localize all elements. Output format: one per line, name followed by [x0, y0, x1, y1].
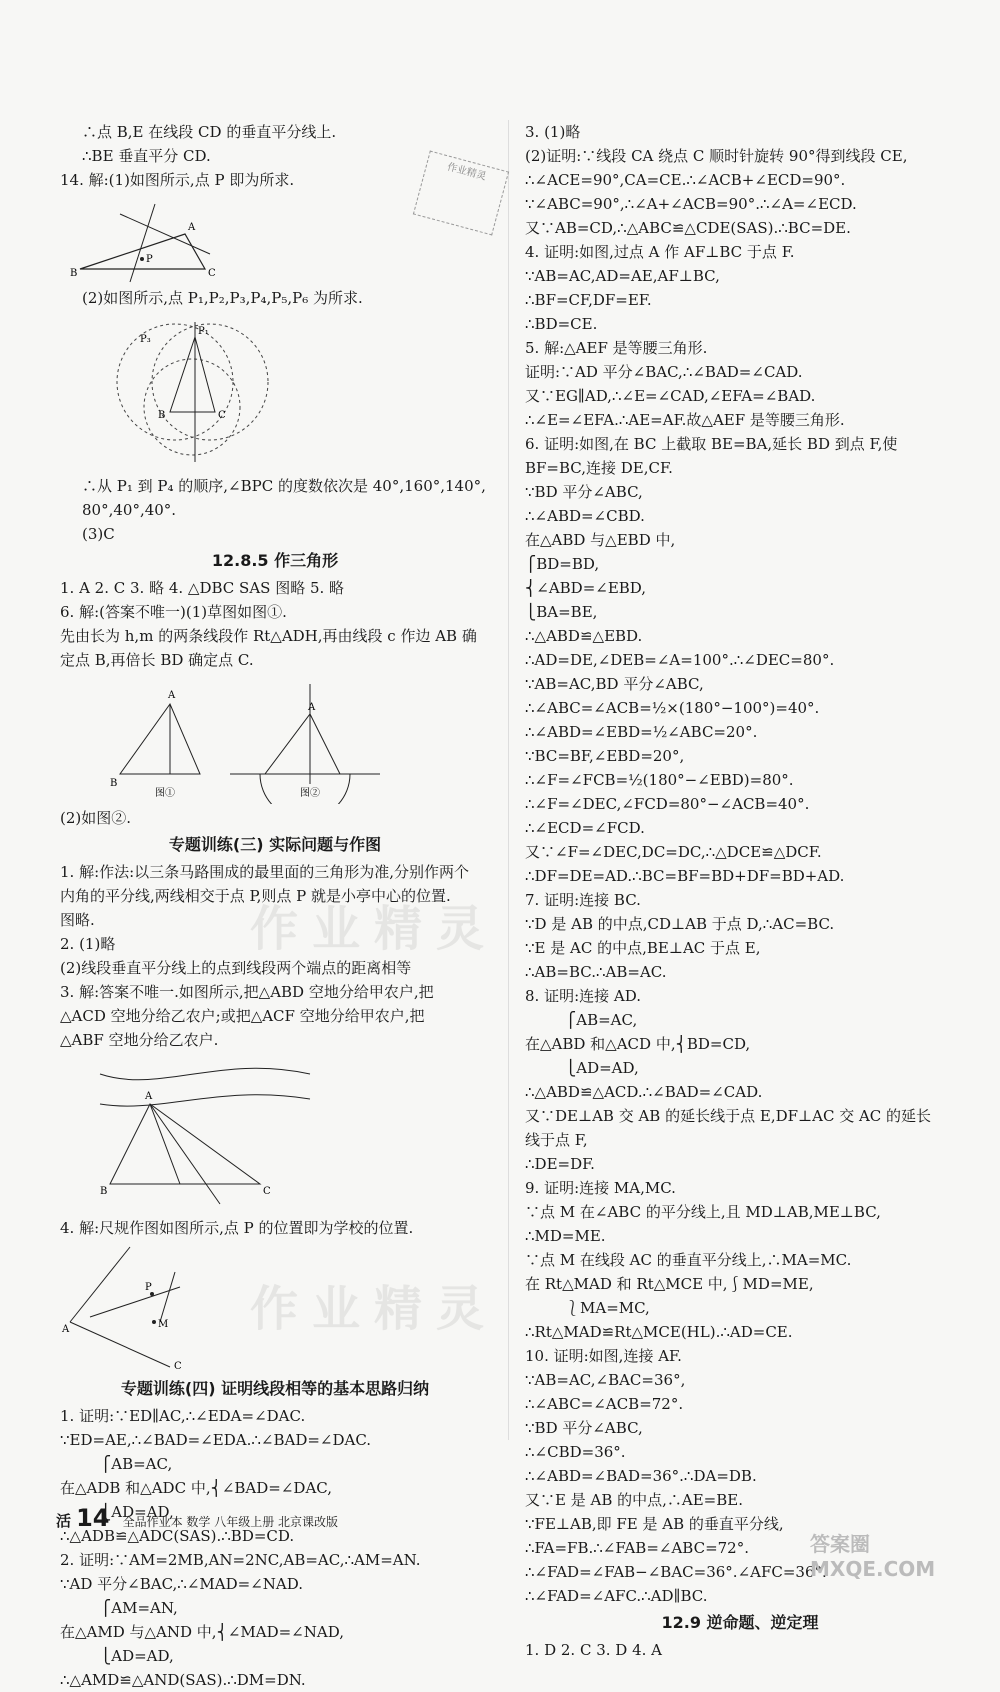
text-line: ∴∠F=∠FCB=½(180°−∠EBD)=80°.	[525, 771, 794, 789]
text-line: 3. 解:答案不唯一.如图所示,把△ABD 空地分给甲农户,把	[60, 983, 434, 1001]
text-line: ∵E 是 AC 的中点,BE⊥AC 于点 E,	[525, 939, 761, 957]
text-line: ⎧AM=AN,	[100, 1599, 178, 1617]
text-line: (3)C	[82, 525, 115, 543]
text-line: 在 Rt△MAD 和 Rt△MCE 中,⎰MD=ME,	[525, 1275, 814, 1293]
svg-text:P: P	[145, 1282, 152, 1293]
text-line: ∴AD=DE,∠DEB=∠A=100°.∴∠DEC=80°.	[525, 651, 835, 669]
section-heading: 12.9 逆命题、逆定理	[661, 1613, 819, 1632]
svg-text:A: A	[145, 1091, 153, 1102]
svg-text:B: B	[100, 1186, 108, 1197]
text-line: 又∵E 是 AB 的中点,∴AE=BE.	[525, 1491, 743, 1509]
page-footer	[56, 1504, 338, 1532]
text-line: ∴∠ACE=90°,CA=CE.∴∠ACB+∠ECD=90°.	[525, 171, 846, 189]
section-heading: 12.8.5 作三角形	[211, 551, 339, 570]
text-line: ∴△AMD≌△AND(SAS).∴DM=DN.	[60, 1671, 306, 1689]
text-line: ∴∠FAD=∠AFC.∴AD∥BC.	[525, 1587, 708, 1605]
text-line: 80°,40°,40°.	[82, 501, 177, 519]
text-line: ∴△ABD≌△EBD.	[525, 627, 643, 645]
svg-text:B: B	[110, 778, 118, 789]
text-line: (2)证明:∵线段 CA 绕点 C 顺时针旋转 90°得到线段 CE,	[525, 147, 908, 165]
svg-text:C: C	[208, 268, 216, 279]
text-line: ∵AD 平分∠BAC,∴∠MAD=∠NAD.	[60, 1575, 303, 1593]
text-line: ∴∠CBD=36°.	[525, 1443, 626, 1461]
text-line: 1. 解:作法:以三条马路围成的最里面的三角形为准,分别作两个	[60, 863, 469, 881]
text-line: 又∵∠F=∠DEC,DC=DC,∴△DCE≌△DCF.	[525, 843, 822, 861]
text-line: ∴∠ABC=∠ACB=½×(180°−100°)=40°.	[525, 699, 820, 717]
page-number: 14	[76, 1504, 110, 1532]
text-line: ⎧AB=AC,	[565, 1011, 638, 1029]
text-line: 又∵EG∥AD,∴∠E=∠CAD,∠EFA=∠BAD.	[525, 387, 816, 405]
svg-text:P₃: P₃	[140, 334, 151, 345]
construction-figure	[60, 312, 320, 472]
text-line: 在△ADB 和△ADC 中,⎨∠BAD=∠DAC,	[60, 1479, 332, 1497]
text-line: ∵BD 平分∠ABC,	[525, 483, 643, 501]
text-line: 8. 证明:连接 AD.	[525, 987, 641, 1005]
construction-figure	[60, 194, 240, 284]
svg-text:A: A	[188, 222, 196, 233]
text-line: ∴∠ECD=∠FCD.	[525, 819, 645, 837]
text-line: ∵BC=BF,∠EBD=20°,	[525, 747, 685, 765]
text-line: 4. 解:尺规作图如图所示,点 P 的位置即为学校的位置.	[60, 1219, 414, 1237]
svg-text:P₁: P₁	[198, 326, 209, 337]
text-line: ∴△ABD≌△ACD.∴∠BAD=∠CAD.	[525, 1083, 763, 1101]
text-line: (2)如图所示,点 P₁,P₂,P₃,P₄,P₅,P₆ 为所求.	[82, 289, 363, 307]
text-line: △ABF 空地分给乙农户.	[60, 1031, 219, 1049]
text-line: ∴从 P₁ 到 P₄ 的顺序,∠BPC 的度数依次是 40°,160°,140°,	[82, 477, 486, 495]
text-line: ⎱MA=MC,	[565, 1299, 650, 1317]
svg-text:图①: 图①	[155, 788, 175, 799]
text-line: 在△ABD 和△ACD 中,⎨BD=CD,	[525, 1035, 751, 1053]
construction-figure	[60, 1054, 320, 1214]
text-line: ∴FA=FB.∴∠FAB=∠ABC=72°.	[525, 1539, 749, 1557]
text-line: 7. 证明:连接 BC.	[525, 891, 641, 909]
text-line: ∴BE 垂直平分 CD.	[82, 147, 211, 165]
text-line: ∵AB=AC,AD=AE,AF⊥BC,	[525, 267, 720, 285]
text-line: ∵∠ABC=90°,∴∠A+∠ACB=90°.∴∠A=∠ECD.	[525, 195, 857, 213]
text-line: ⎧AB=AC,	[100, 1455, 173, 1473]
text-line: ∴∠E=∠EFA.∴AE=AF.故△AEF 是等腰三角形.	[525, 411, 845, 429]
text-line: ⎩BA=BE,	[525, 603, 598, 621]
text-line: 在△AMD 与△AND 中,⎨∠MAD=∠NAD,	[60, 1623, 344, 1641]
svg-text:P: P	[146, 254, 153, 265]
watermark-text: 作业精灵	[250, 901, 499, 957]
column-separator	[508, 120, 509, 1440]
text-line: △ACD 空地分给乙农户;或把△ACF 空地分给甲农户,把	[60, 1007, 425, 1025]
text-line: ∵点 M 在线段 AC 的垂直平分线上,∴MA=MC.	[525, 1251, 852, 1269]
text-line: ∵ED=AE,∴∠BAD=∠EDA.∴∠BAD=∠DAC.	[60, 1431, 372, 1449]
watermark-text: 作业精灵	[250, 1281, 499, 1337]
text-line: 又∵AB=CD,∴△ABC≌△CDE(SAS).∴BC=DE.	[525, 219, 851, 237]
site-logo: 答案圈 MXQE.COM	[810, 1532, 936, 1581]
text-line: 5. 解:△AEF 是等腰三角形.	[525, 339, 708, 357]
text-line: 2. (1)略	[60, 935, 116, 953]
text-line: (2)如图②.	[60, 809, 132, 827]
text-line: 在△ABD 与△EBD 中,	[525, 531, 676, 549]
text-line: ∵BD 平分∠ABC,	[525, 1419, 643, 1437]
text-line: ∴DF=DE=AD.∴BC=BF=BD+DF=BD+AD.	[525, 867, 845, 885]
section-heading: 专题训练(四) 证明线段相等的基本思路归纳	[120, 1379, 430, 1398]
text-line: 1. 证明:∵ED∥AC,∴∠EDA=∠DAC.	[60, 1407, 306, 1425]
text-line: 定点 B,再倍长 BD 确定点 C.	[60, 651, 254, 669]
text-line: ∴Rt△MAD≌Rt△MCE(HL).∴AD=CE.	[525, 1323, 793, 1341]
left-column	[60, 120, 490, 1692]
construction-figure	[60, 674, 440, 804]
text-line: ∴AB=BC.∴AB=AC.	[525, 963, 667, 981]
text-line: ∵D 是 AB 的中点,CD⊥AB 于点 D,∴AC=BC.	[525, 915, 835, 933]
section-heading: 专题训练(三) 实际问题与作图	[168, 835, 382, 854]
text-line: 6. 证明:如图,在 BC 上截取 BE=BA,延长 BD 到点 F,使	[525, 435, 898, 453]
text-line: 1. D 2. C 3. D 4. A	[525, 1641, 662, 1659]
text-line: 证明:∵AD 平分∠BAC,∴∠BAD=∠CAD.	[525, 363, 803, 381]
text-line: 2. 证明:∵AM=2MB,AN=2NC,AB=AC,∴AM=AN.	[60, 1551, 421, 1569]
text-line: ∴∠F=∠DEC,∠FCD=80°−∠ACB=40°.	[525, 795, 810, 813]
svg-text:A: A	[308, 702, 316, 713]
text-line: (2)线段垂直平分线上的点到线段两个端点的距离相等	[60, 959, 412, 977]
construction-figure	[60, 1242, 320, 1372]
text-line: ∴∠ABC=∠ACB=72°.	[525, 1395, 684, 1413]
stamp-watermark: 作业精灵	[413, 151, 509, 236]
text-line: 先由长为 h,m 的两条线段作 Rt△ADH,再由线段 c 作边 AB 确	[60, 627, 477, 645]
text-line: 线于点 F,	[525, 1131, 588, 1149]
text-line: ⎩AD=AD,	[100, 1647, 174, 1665]
svg-text:图②: 图②	[300, 788, 320, 799]
book-info: 全品作业本 数学 八年级上册 北京课改版	[122, 1515, 339, 1529]
text-line: 14. 解:(1)如图所示,点 P 即为所求.	[60, 171, 295, 189]
text-line: ∴∠ABD=∠BAD=36°.∴DA=DB.	[525, 1467, 757, 1485]
text-line: ∵点 M 在∠ABC 的平分线上,且 MD⊥AB,ME⊥BC,	[525, 1203, 881, 1221]
svg-text:C: C	[218, 410, 226, 421]
text-line: 3. (1)略	[525, 123, 581, 141]
text-line: ⎩AD=AD,	[565, 1059, 639, 1077]
right-column	[525, 120, 955, 1662]
text-line: 10. 证明:如图,连接 AF.	[525, 1347, 682, 1365]
text-line: ⎩AD=AD,	[100, 1503, 174, 1521]
svg-text:B: B	[70, 268, 78, 279]
text-line: ∵FE⊥AB,即 FE 是 AB 的垂直平分线,	[525, 1515, 784, 1533]
text-line: ∴∠FAD=∠FAB−∠BAC=36°.∠AFC=36°.	[525, 1563, 827, 1581]
text-line: BF=BC,连接 DE,CF.	[525, 459, 673, 477]
text-line: 图略.	[60, 911, 95, 929]
text-line: ∴点 B,E 在线段 CD 的垂直平分线上.	[82, 123, 337, 141]
text-line: 4. 证明:如图,过点 A 作 AF⊥BC 于点 F.	[525, 243, 795, 261]
text-line: 1. A 2. C 3. 略 4. △DBC SAS 图略 5. 略	[60, 579, 345, 597]
text-line: ⎨∠ABD=∠EBD,	[525, 579, 647, 597]
text-line: ⎧BD=BD,	[525, 555, 600, 573]
svg-text:A: A	[168, 690, 176, 701]
text-line: ∵AB=AC,∠BAC=36°,	[525, 1371, 686, 1389]
text-line: ∴DE=DF.	[525, 1155, 595, 1173]
text-line: ∴△ADB≌△ADC(SAS).∴BD=CD.	[60, 1527, 295, 1545]
text-line: ∴BD=CE.	[525, 315, 598, 333]
svg-text:C: C	[174, 1361, 182, 1372]
text-line: 9. 证明:连接 MA,MC.	[525, 1179, 676, 1197]
text-line: ∴BF=CF,DF=EF.	[525, 291, 652, 309]
text-line: ∴MD=ME.	[525, 1227, 606, 1245]
text-line: 又∵DE⊥AB 交 AB 的延长线于点 E,DF⊥AC 交 AC 的延长	[525, 1107, 932, 1125]
svg-text:A: A	[62, 1324, 70, 1335]
text-line: ∴∠ABD=∠CBD.	[525, 507, 645, 525]
svg-text:M: M	[158, 1319, 169, 1330]
text-line: ∵AB=AC,BD 平分∠ABC,	[525, 675, 704, 693]
svg-text:B: B	[158, 410, 166, 421]
text-line: ∴∠ABD=∠EBD=½∠ABC=20°.	[525, 723, 758, 741]
text-line: 6. 解:(答案不唯一)(1)草图如图①.	[60, 603, 287, 621]
footer-prefix: 活	[56, 1512, 72, 1530]
text-line: 内角的平分线,两线相交于点 P,则点 P 就是小亭中心的位置.	[60, 887, 451, 905]
svg-text:C: C	[263, 1186, 271, 1197]
